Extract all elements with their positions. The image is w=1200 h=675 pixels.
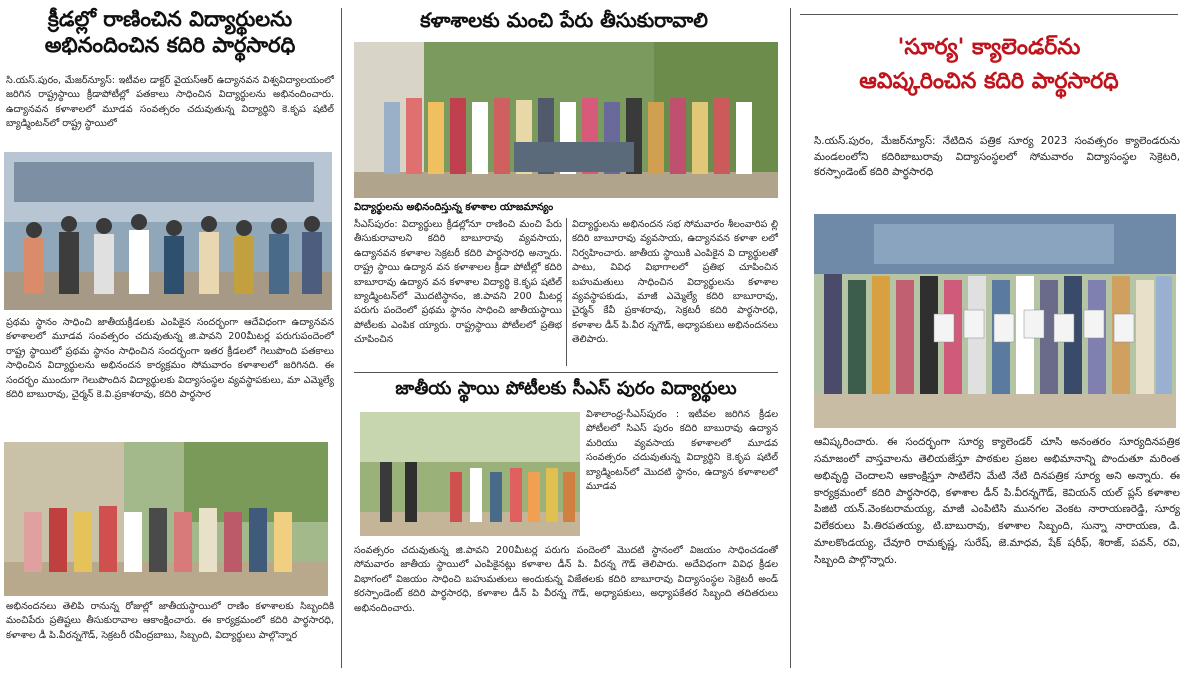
article3-paragraph-side: విశాలాంధ్ర-సీఎస్‌పురం : ఇటీవల జరిగిన క్రీడల పోటీలలో సిఎస్ పురం కదిరి బాబురావు ఉద్యాన మరియు వ్యవసాయ కళాశాలలో మూడవ సంవత్సరం చదువుతున్న విద్యార్థిని కె.కృప షటిల్ బ్యాడ్మింటన్‌లో మొదటి స్థానం, ఉద్యాన కళాశాలలో మూడవ xyxy=(586,409,778,492)
article1-headline-line1: క్రీడల్లో రాణించిన విద్యార్థులను xyxy=(47,7,293,31)
students-group-photo xyxy=(4,442,328,596)
article4-headline-line2: ఆవిష్కరించిన కదిరి పార్థసారధి xyxy=(859,68,1119,94)
article3-headline: జాతీయ స్థాయి పోటీలకు సీఎస్ పురం విద్యార్థులు xyxy=(395,378,737,399)
article2-paragraph-right: విద్యార్థులను అభినందన సభ సోమవారం శీలంవారిప ల్లి కదిరి బాబూరావు వ్యవసాయ, ఉద్యానవన కళాశా లలో నిర్వహించారు. జాతీయ స్థాయికి ఎంపికైన వి ద్యార్థులతో పాటు, వివిధ విభాగాలలో ప్రతిభ చూపించిన బహుమతులు సాధించిన విద్యార్థులను కళాశాల వ్యవస్థాపకుడు, మాజీ ఎమ్మెల్యే కదిరి బాబూరావు, చైర్మన్ కేవీ ప్రకాశరావు, సెక్రటరీ కదిరి పార్థసారధి, కళాశాల డీన్ పి.వీర న్నగౌడ్, అధ్యాపకులు అభినందనలు తెలిపారు. xyxy=(572,219,778,346)
article2-headline: కళాశాలకు మంచి పేరు తీసుకురావాలి xyxy=(420,8,708,32)
article4-paragraph: సి.యస్.పురం, మేజర్‌న్యూస్: నేటిదిన పత్రిక సూర్య 2023 సంవత్సరం క్యాలెండరును మండలంలోని కదిరిబాబురావు విద్యాసంస్థలలో సోమవారం విద్యాసంస్థల సెక్రెటరి, కరస్పాండెంట్ కదిరి పార్థసారధి xyxy=(814,135,1180,179)
article4-headline xyxy=(800,34,1178,95)
article4-headline-line1: 'సూర్య' క్యాలెండర్‌ను xyxy=(897,35,1081,60)
article-college-reputation xyxy=(346,0,782,614)
article1-paragraph: అభినందనలు తెలిపి రానున్న రోజుల్లో జాతీయస్థాయిలో రాణిం కళాశాలకు సిబ్బందికి మంచిపేరు ప్రతిష్టలు తీసుకురావాల ఆకాంక్షించారు. ఈ కార్యక్రమంలో కదిరి పార్థసారధి, కళాశాల డీ పి.వీరన్నగౌడ్, సెక్రటరీ రవీంద్రబాబు, సిబ్బంది, విద్యార్థులు పాల్గొన్నార xyxy=(6,601,334,641)
article2-photo-caption: విద్యార్థులను అభినందిస్తున్న కళాశాల యాజమాన్యం xyxy=(354,202,554,213)
article-separator xyxy=(354,372,778,373)
article-top-rule xyxy=(800,14,1178,15)
article3-paragraph-bottom: సంవత్సరం చదువుతున్న జి.పావని 200మీటర్ల పరుగు పందెంలో మొదటి స్థానంలో విజయం సాధించడంతో సోమవారం జాతీయ స్థాయిలో ఎంపికైనట్లు కళాశాల డీన్ పి. వీరన్న గౌడ్ తెలిపారు. అదేవిధంగా వివిధ క్రీడల విభాగంలో విజయం సాధించి బహుమతులు అందుకున్న విజేతలకు కదిరి బాబూరావు విద్యాసంస్థల సెక్రెటరీ అండ్ కరస్పాండెంట్ కదిరి పార్థసారధి, కళాశాల డీన్ పి వీరన్న గౌడ్, అధ్యాపకులు, అధ్యాపకేతర సిబ్బంది తదితరులు అభినందించారు. xyxy=(354,545,778,614)
column-divider xyxy=(790,8,791,668)
article4-paragraph: ఆవిష్కరించారు. ఈ సందర్భంగా సూర్య క్యాలెండర్ చూసి అనంతరం సూర్యదినపత్రిక సమాజంలో వాస్తవాలను తెలియజేస్తూ పాఠకుల ప్రజల అభిమానాన్ని పొందుతూ మరింత అభివృద్ధి చెందాలని ఆకాంక్షిస్తూ సాటిలేని మేటి నేటి దినపత్రిక సూర్య అని అన్నారు. ఈ కార్యక్రమంలో కదిరి పార్థసారధి, కళాశాల డీన్ పి.వీరన్నగౌడ్, కెవియన్ యల్ ప్లస్ కళాశాల పిజిటి యన్.వెంకటరామయ్య, మాజీ ఎంపిటిసి మునగల వెంకట నారాయణరెడ్డి, సూర్య విలేకరులు పి.తిరపతయ్య, టి.బాబురావు, కళాశాల సిబ్బంది, సున్నా నారాయణ, డి. మాలకొండయ్య, చేవూరి రామకృష్ణ, సురేష్, జె.మాధవ, షేక్ షరీఫ్, శిరాజ్, పవన్, రవి, సిబ్బంది పాల్గొన్నారు. xyxy=(814,436,1180,566)
article-sports-felicitation xyxy=(0,0,340,641)
article2-divider xyxy=(566,218,567,366)
college-management-photo xyxy=(354,42,778,198)
column-divider xyxy=(341,8,342,668)
article1-headline xyxy=(0,6,340,59)
article1-paragraph: ప్రథమ స్థానం సాధించి జాతీయక్రీడలకు ఎంపికైన సందర్భంగా ఆదేవిధంగా ఉద్యానవన కళాశాలలో మూడవ సంవత్సరం చదువుతున్న జి.పావని 200మీటర్ల పరుగుపందెంలో రాష్ట్ర స్థాయిలో ప్రథమ స్థానం సాధించిన సందర్భంగా ఇతర క్రీడలలో గెలుపొంది పతకాలు సాధించిన విద్యార్థులను అభినందన కార్యక్రమం సోమవారం కళాశాలలో జరిగినది. ఈ సందర్భం ముందుగా గెలుపొందిన విద్యార్థులకు విద్యాసంస్థల వ్యవస్థాపకులు, మా ఎమ్మెల్యే కదిరి బాబురావు, చైర్మన్ కె.వి.ప్రకాశరావు, కదిరి పార్థసార xyxy=(6,317,334,400)
article1-paragraph: సి.యస్.పురం, మేజర్‌న్యూస్: ఇటీవల డాక్టర్ వైయస్ఆర్ ఉద్యానవన విశ్వవిద్యాలయంలో జరిగిన రాష్ట్రస్థాయి క్రీడాపోటీల్లో పతకాలు సాధించిన విద్యార్థులను అభినందించారు. ఉద్యానవన కళాశాలలో మూడవ సంవత్సరం చదువుతున్న విద్యార్థిని కె.కృప షటిల్ బ్యాడ్మింటన్‌లో రాష్ట్ర స్థాయిలో xyxy=(6,75,334,130)
students-national-level-photo xyxy=(360,412,580,536)
article2-paragraph-left: సీఎస్‌పురం: విద్యార్థులు క్రీడల్లోనూ రాణించి మంచి పేరు తీసుకురావాలని కదిరి బాబూరావు వ్యవసాయ, ఉద్యానవన కళాశాల సెక్రటరీ కదిరి పార్థసారధి అన్నారు. రాష్ట్ర స్థాయి ఉద్యాన వన కళాశాలల క్రీడా పోటీల్లో కదిరి బాబూరావు ఉద్యాన వన కళాశాల విద్యార్థి కె.కృప షటిల్ బ్యాడ్మింటన్‌లో మొదటిస్థానం, జి.పావని 200 మీటర్ల పరుగు పందెంలో ప్రథమ స్థానం సాధించి జాతీయస్థాయి పోటీలకు ఎంపిక య్యారు. రాష్ట్రస్థాయి పోటీలలో ప్రతిభ చూపించిన xyxy=(354,219,562,346)
article1-headline-line2: అభినందించిన కదిరి పార్థసారధి xyxy=(44,33,296,58)
calendar-launch-photo xyxy=(814,214,1176,428)
felicitation-group-photo xyxy=(4,152,332,310)
